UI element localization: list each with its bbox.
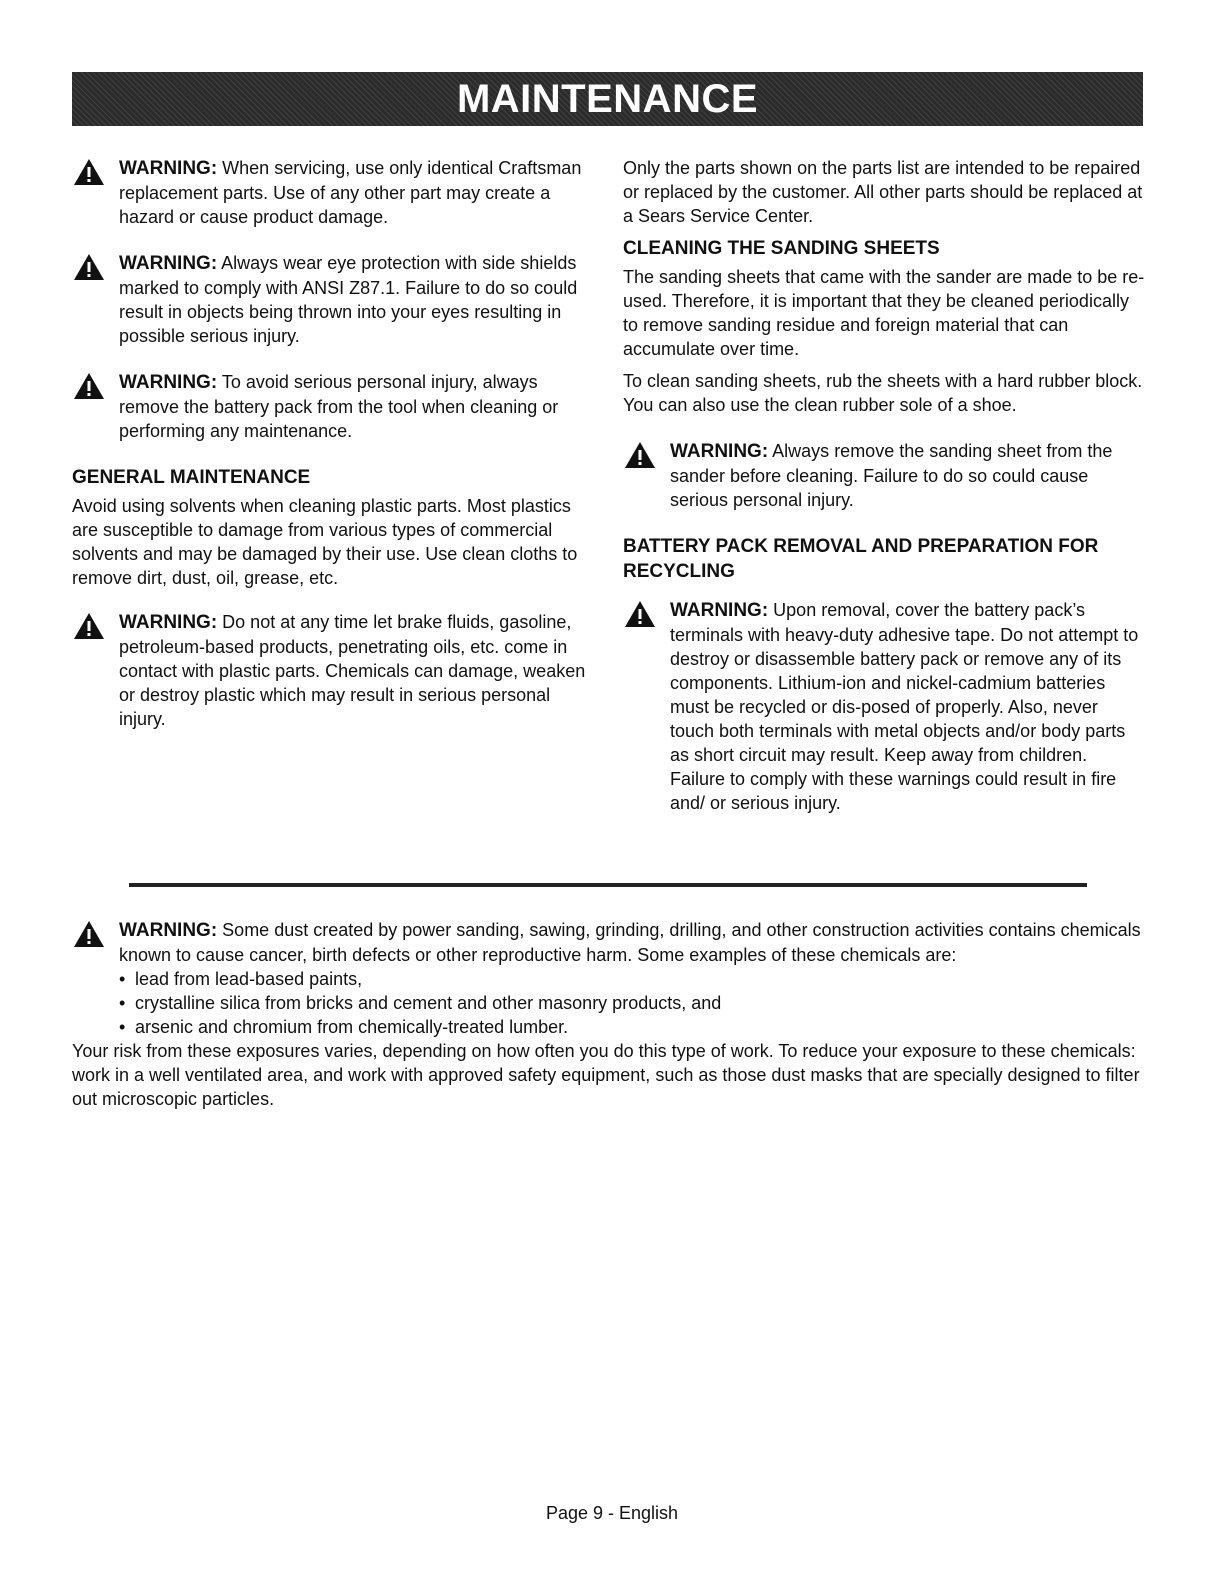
warning-label: WARNING:: [670, 600, 769, 621]
warning-triangle-icon: [73, 372, 105, 400]
warning-dust-chemicals: [72, 918, 1152, 1039]
warning-label: WARNING:: [119, 253, 218, 274]
section-divider: [129, 883, 1087, 887]
warning-text: Upon removal, cover the battery pack’s terminals with heavy-duty adhesive tape. Do not attempt to destroy or disassemble battery pack or remove any of its components. Lithium-ion and nickel-cadmium batteries must be recycled or dis-posed of properly. Also, never touch both terminals with metal objects and/or body parts as short circuit may result. Keep away from children. Failure to comply with these warnings could result in fire and/ or serious injury.: [670, 600, 1139, 813]
parts-intro-text: Only the parts shown on the parts list are intended to be repaired or replaced by the customer. All other parts should be replaced at a Sears Service Center.: [623, 158, 1143, 226]
warning-triangle-icon: [73, 158, 105, 186]
cleaning-heading: CLEANING THE SANDING SHEETS: [623, 238, 940, 259]
right-column: [623, 156, 1145, 837]
warning-text: Some dust created by power sanding, sawing, grinding, drilling, and other construction activities contains chemicals known to cause cancer, birth defects or other reproductive harm. Some examples of these chemicals are:: [119, 920, 1141, 965]
battery-heading: BATTERY PACK REMOVAL AND PREPARATION FOR RECYCLING: [623, 536, 1099, 582]
list-item: • arsenic and chromium from chemically-treated lumber.: [119, 1015, 1152, 1039]
general-maintenance-text: Avoid using solvents when cleaning plastic parts. Most plastics are susceptible to damage from various types of commercial solvents and may be damaged by their use. Use clean cloths to remove dirt, dust, oil, grease, etc.: [72, 496, 578, 588]
warning-triangle-icon: [73, 253, 105, 281]
warning-text: Do not at any time let brake fluids, gasoline, petroleum-based products, penetrating oils, etc. come in contact with plastic parts. Chemicals can damage, weaken or destroy plastic which may result in serious personal injury.: [119, 612, 586, 729]
cleaning-paragraph-2: To clean sanding sheets, rub the sheets with a hard rubber block. You can also use the clean rubber sole of a shoe.: [623, 371, 1143, 415]
warning-label: WARNING:: [119, 612, 218, 633]
warning-text: Always wear eye protection with side shields marked to comply with ANSI Z87.1. Failure to do so could result in objects being thrown into your eyes resulting in possible serious injury.: [119, 253, 578, 346]
warning-triangle-icon: [624, 600, 656, 628]
warning-eye-protection: [72, 251, 592, 348]
list-item: • crystalline silica from bricks and cement and other masonry products, and: [119, 991, 1152, 1015]
general-maintenance-heading: GENERAL MAINTENANCE: [72, 467, 311, 488]
warning-text: To avoid serious personal injury, always remove the battery pack from the tool when cleaning or performing any maintenance.: [119, 372, 559, 441]
warning-battery-removal: [72, 370, 592, 443]
warning-triangle-icon: [73, 612, 105, 640]
page-title: MAINTENANCE: [456, 76, 759, 121]
warning-replacement-parts: [72, 156, 592, 229]
dust-warning-block: [72, 918, 1152, 1111]
warning-label: WARNING:: [119, 920, 218, 941]
warning-battery-recycling: [623, 598, 1145, 815]
warning-triangle-icon: [73, 920, 105, 948]
warning-sanding-sheet: [623, 439, 1145, 512]
warning-plastic-parts: [72, 610, 592, 731]
warning-text: When servicing, use only identical Craftsman replacement parts. Use of any other part may create a hazard or cause product damage.: [119, 158, 582, 227]
warning-label: WARNING:: [670, 441, 769, 462]
warning-triangle-icon: [624, 441, 656, 469]
list-item: • lead from lead-based paints,: [119, 967, 1152, 991]
warning-text: Always remove the sanding sheet from the sander before cleaning. Failure to do so could cause serious personal injury.: [670, 441, 1113, 510]
chemical-examples-list: [119, 967, 1152, 1039]
dust-exposure-text: Your risk from these exposures varies, depending on how often you do this type of work. To reduce your exposure to these chemicals: work in a well ventilated area, and work with approved safety equipment, such as those dust masks that are specially designed to filter out microscopic particles.: [72, 1041, 1140, 1109]
left-column: [72, 156, 592, 753]
page-number: Page 9 - English: [545, 1503, 679, 1523]
warning-label: WARNING:: [119, 372, 218, 393]
section-banner: [72, 72, 1143, 126]
cleaning-paragraph-1: The sanding sheets that came with the sander are made to be re-used. Therefore, it is important that they be cleaned periodically to remove sanding residue and foreign material that can accumulate over time.: [623, 267, 1145, 359]
warning-label: WARNING:: [119, 158, 218, 179]
